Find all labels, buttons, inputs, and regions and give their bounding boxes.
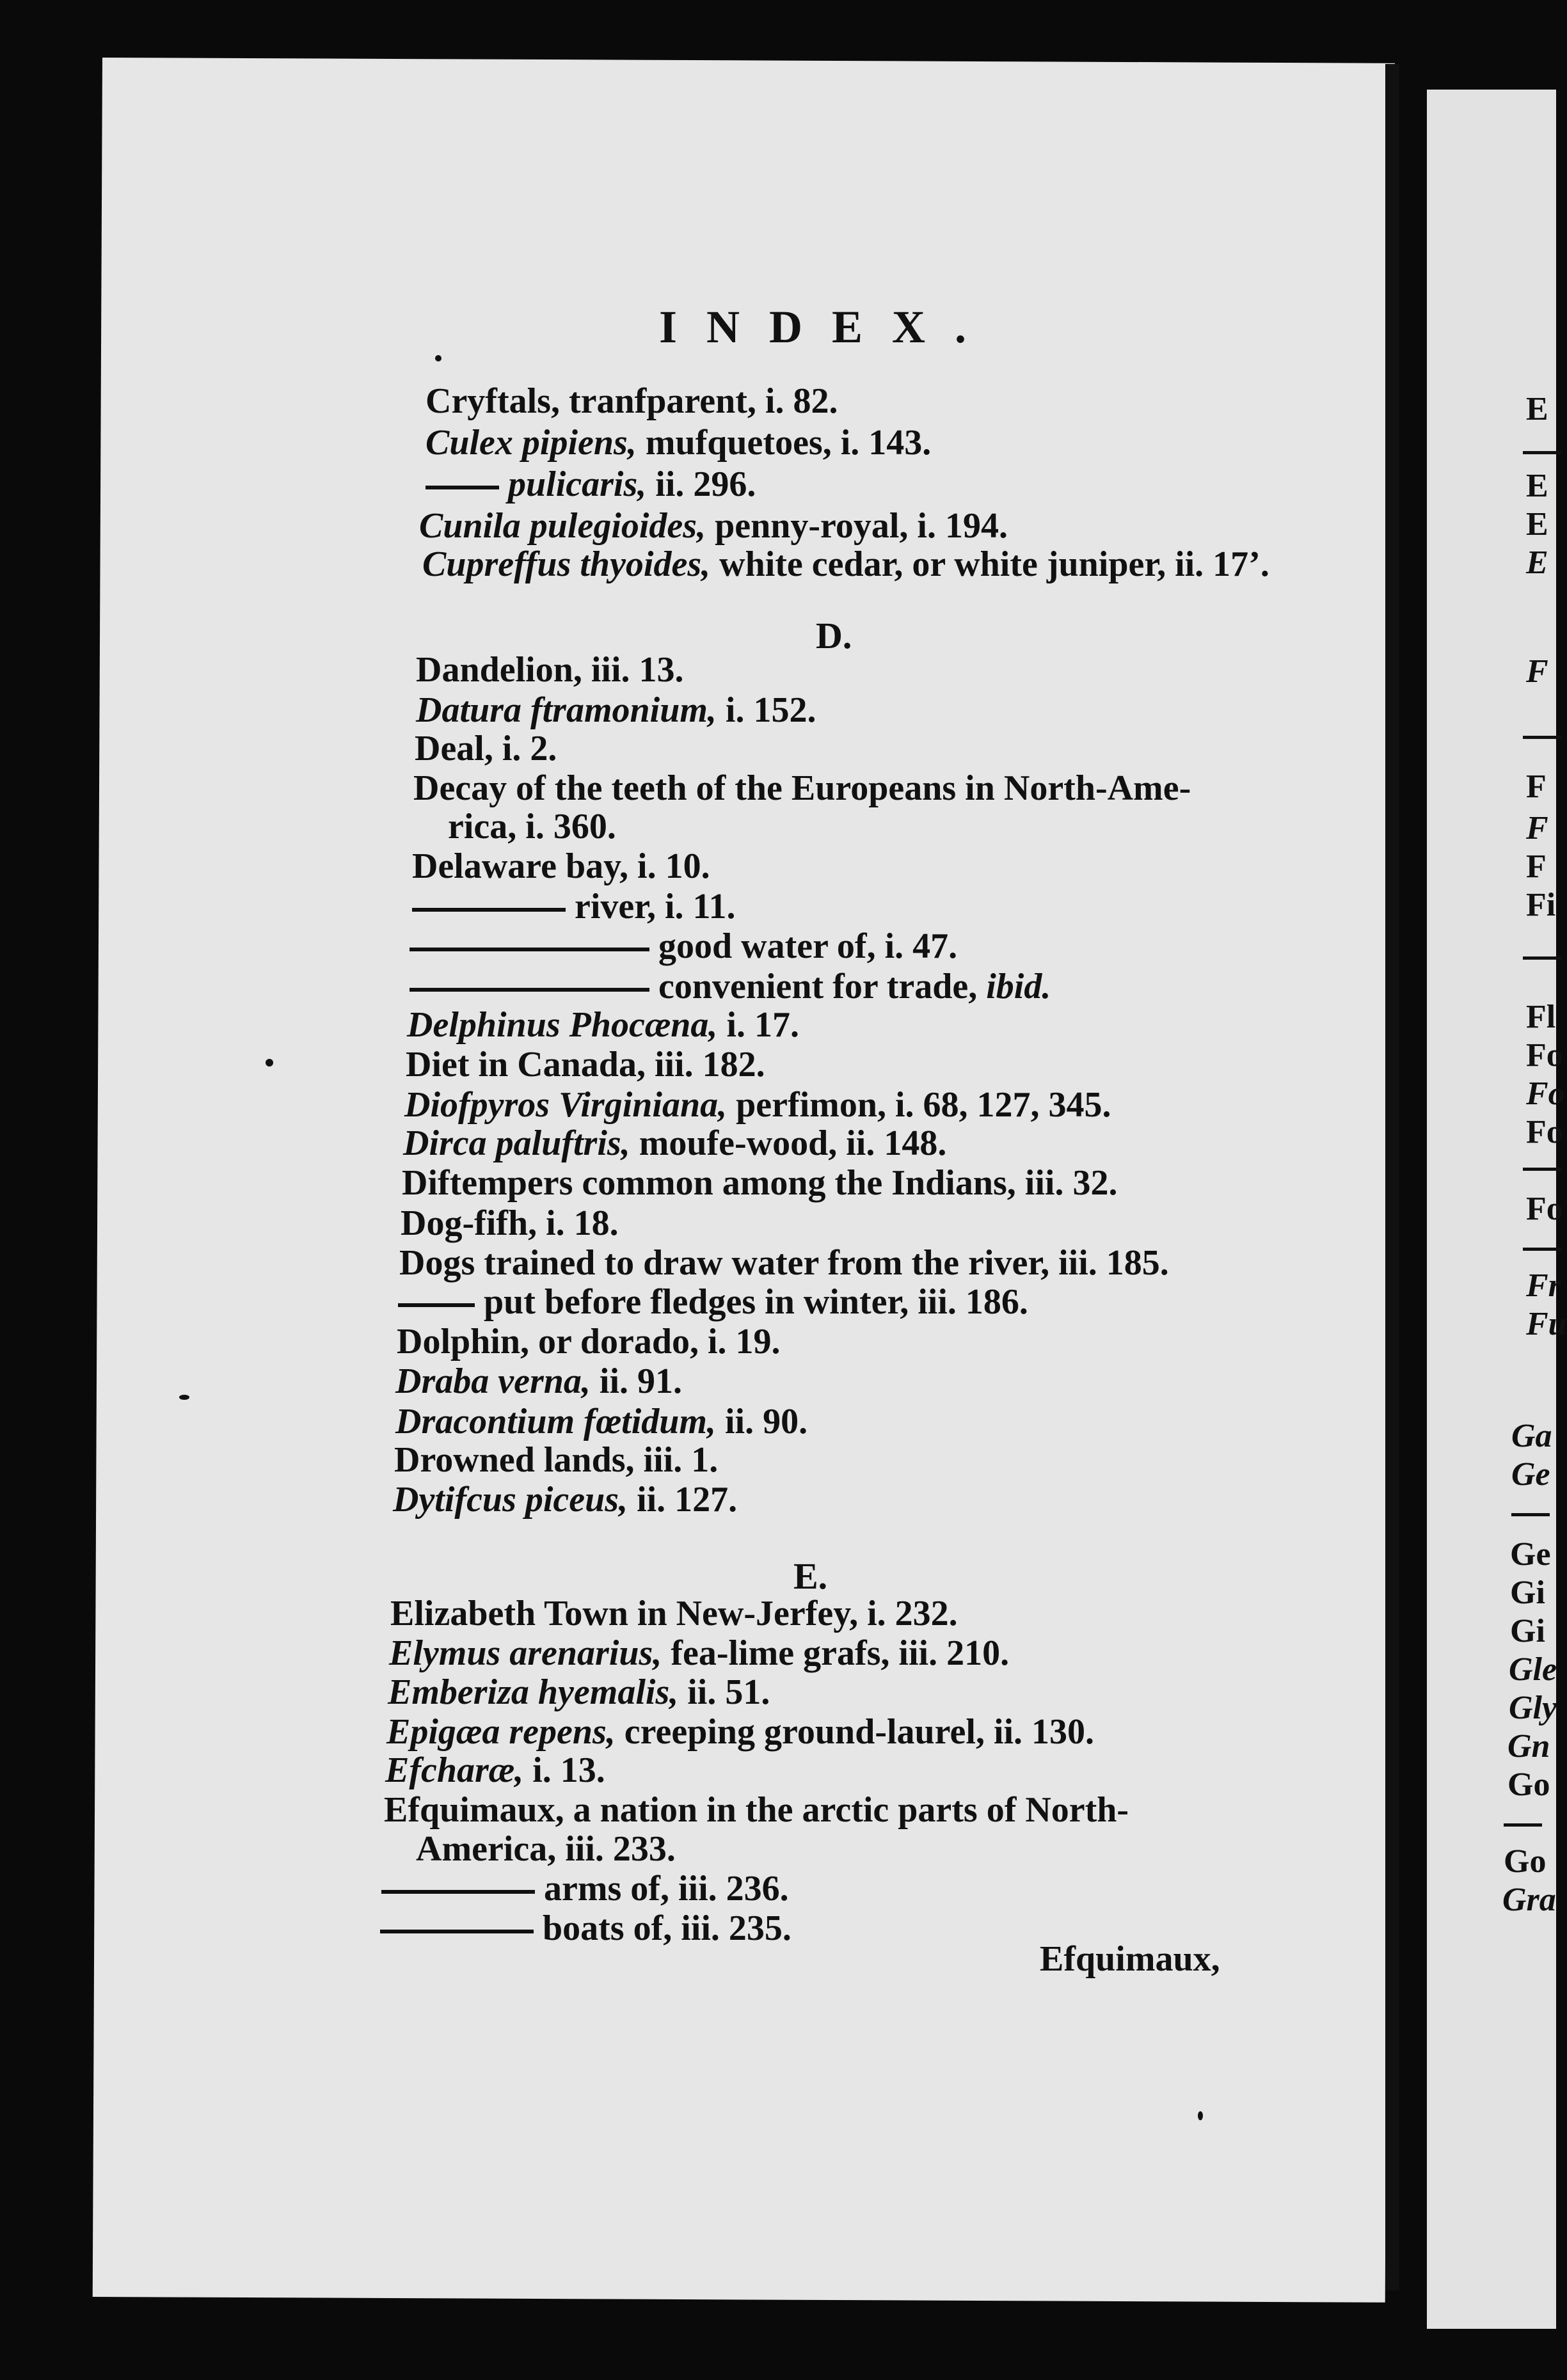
- section-letter-d: D.: [816, 615, 852, 656]
- facing-page-rule: [1504, 1823, 1542, 1827]
- facing-page-fragment: E: [1526, 468, 1548, 504]
- index-entry: Dolphin, or dorado, i. 19.: [397, 1322, 781, 1361]
- facing-page-rule: [1523, 1248, 1561, 1251]
- index-entry-continuation: America, iii. 233.: [416, 1829, 676, 1869]
- facing-page-rule: [1523, 451, 1561, 454]
- index-entry: [404, 1084, 1111, 1125]
- index-entry: [393, 1479, 737, 1520]
- entry-ibid: ibid.: [986, 967, 1051, 1006]
- ditto-rule: [398, 1303, 475, 1307]
- entry-ref: mufquetoes, i. 143.: [636, 423, 932, 463]
- index-entry: [395, 1401, 807, 1442]
- index-entry: [412, 886, 735, 927]
- entry-ref: ii. 91.: [590, 1361, 683, 1401]
- entry-term: Epigæa repens,: [386, 1712, 616, 1752]
- index-entry: Dandelion, iii. 13.: [416, 650, 684, 690]
- facing-page-fragment: Go: [1504, 1843, 1547, 1880]
- index-entry: [381, 1868, 789, 1909]
- index-entry: Drowned lands, iii. 1.: [394, 1440, 719, 1480]
- index-entry: [386, 1711, 1094, 1752]
- facing-page-fragment: Fl: [1526, 999, 1556, 1035]
- facing-page-fragment: Go: [1507, 1766, 1550, 1803]
- facing-page-fragment: Gle: [1509, 1651, 1557, 1688]
- entry-ref: ii. 90.: [715, 1402, 808, 1441]
- facing-page-fragment: Fo: [1526, 1191, 1563, 1227]
- facing-page-fragment: Fu: [1526, 1306, 1567, 1342]
- index-entry: Decay of the teeth of the Europeans in North-Ame-: [413, 768, 1191, 808]
- entry-ref: moufe-wood, ii. 148.: [630, 1123, 947, 1163]
- entry-text: boats of, iii. 235.: [543, 1908, 791, 1948]
- entry-term: Diofpyros Virginiana,: [404, 1085, 728, 1125]
- entry-ref: i. 13.: [523, 1750, 605, 1790]
- ditto-rule: [412, 908, 566, 912]
- entry-ref: white cedar, or white juniper, ii. 17’.: [710, 544, 1269, 584]
- index-entry: Diftempers common among the Indians, iii. 32.: [402, 1163, 1118, 1203]
- index-entry: [426, 464, 756, 505]
- entry-ref: perfimon, i. 68, 127, 345.: [727, 1085, 1111, 1125]
- facing-page-fragment: Gi: [1510, 1575, 1545, 1611]
- facing-page-fragment: Gi: [1510, 1613, 1545, 1649]
- index-entry: Delaware bay, i. 10.: [412, 846, 710, 886]
- entry-ref: i. 152.: [716, 690, 816, 730]
- entry-term: pulicaris,: [508, 464, 647, 504]
- ditto-rule: [381, 1890, 535, 1894]
- page-title: INDEX.: [659, 301, 996, 353]
- facing-page-fragment: Ge: [1511, 1456, 1550, 1493]
- index-entry: Diet in Canada, iii. 182.: [406, 1045, 765, 1084]
- index-entry: [389, 1633, 1009, 1674]
- entry-text: put before fledges in winter, iii. 186.: [484, 1282, 1028, 1322]
- entry-ref: creeping ground-laurel, ii. 130.: [615, 1712, 1095, 1752]
- ditto-rule: [410, 988, 649, 992]
- index-entry: [410, 926, 957, 967]
- facing-page-fragment: Gly: [1509, 1690, 1557, 1726]
- entry-term: Cupreffus thyoides,: [422, 544, 711, 584]
- index-entry: [385, 1750, 605, 1791]
- facing-page-rule: [1523, 1168, 1561, 1171]
- facing-page-fragment: F: [1526, 653, 1548, 690]
- facing-page-fragment: Ge: [1510, 1536, 1551, 1573]
- entry-term: Dirca paluftris,: [403, 1123, 630, 1163]
- entry-term: Emberiza hyemalis,: [388, 1672, 679, 1712]
- facing-page-fragment: Ga: [1511, 1418, 1552, 1454]
- page-gutter: [1385, 64, 1399, 2290]
- index-entry: Dogs trained to draw water from the river, iii. 185.: [399, 1243, 1169, 1283]
- entry-term: Elymus arenarius,: [389, 1633, 662, 1673]
- ink-speck: [1198, 2111, 1203, 2120]
- entry-text: good water of, i. 47.: [658, 926, 958, 966]
- entry-term: Dracontium fœtidum,: [395, 1402, 716, 1441]
- entry-term: Dytifcus piceus,: [393, 1480, 628, 1519]
- ditto-rule: [426, 486, 499, 489]
- index-entry: [403, 1123, 946, 1164]
- facing-page-rule: [1523, 956, 1561, 960]
- entry-ref: penny-royal, i. 194.: [706, 506, 1008, 546]
- index-entry: [388, 1672, 770, 1713]
- facing-page-fragment: E: [1526, 506, 1548, 543]
- facing-page-fragment: Fr: [1526, 1267, 1561, 1304]
- index-entry: [422, 544, 1269, 585]
- index-entry: [398, 1281, 1028, 1322]
- entry-term: Datura ftramonium,: [416, 690, 717, 730]
- entry-ref: ii. 296.: [646, 464, 756, 504]
- entry-ref: i. 17.: [717, 1005, 799, 1045]
- facing-page-fragment: Fo: [1526, 1037, 1563, 1074]
- entry-ref: ii. 127.: [628, 1480, 738, 1519]
- catchword: Efquimaux,: [1040, 1939, 1220, 1979]
- entry-term: Culex pipiens,: [426, 423, 637, 463]
- index-entry: [407, 1004, 799, 1045]
- index-entry: [426, 422, 931, 463]
- entry-text: convenient for trade,: [658, 967, 987, 1006]
- section-letter-e: E.: [793, 1555, 828, 1597]
- facing-page-fragment: F: [1526, 810, 1548, 846]
- facing-page-rule: [1523, 736, 1561, 739]
- facing-page-rule: [1511, 1513, 1550, 1516]
- facing-page-fragment: Fo: [1526, 1075, 1565, 1112]
- ditto-rule: [410, 948, 649, 951]
- index-entry: Dog-fifh, i. 18.: [401, 1203, 619, 1243]
- index-entry: [380, 1908, 791, 1949]
- entry-term: Efcharæ,: [385, 1750, 524, 1790]
- facing-page-fragment: E: [1526, 391, 1548, 427]
- facing-page-fragment: F: [1526, 768, 1547, 805]
- entry-ref: ii. 51.: [678, 1672, 770, 1712]
- index-entry: [410, 966, 1051, 1007]
- facing-page-fragment: Gn: [1507, 1728, 1550, 1765]
- ditto-rule: [380, 1930, 534, 1933]
- entry-text: river, i. 11.: [575, 887, 736, 926]
- ink-speck: [179, 1395, 189, 1400]
- entry-text: arms of, iii. 236.: [544, 1869, 789, 1908]
- facing-page-fragment: Fo: [1526, 1114, 1563, 1150]
- index-entry: Efquimaux, a nation in the arctic parts of North-: [384, 1790, 1129, 1830]
- index-entry: Elizabeth Town in New-Jerfey, i. 232.: [390, 1594, 958, 1633]
- facing-page-fragment: Gra: [1502, 1882, 1556, 1918]
- index-entry: [395, 1361, 682, 1402]
- entry-ref: fea-lime grafs, iii. 210.: [662, 1633, 1010, 1673]
- facing-page-fragment: Fi: [1526, 887, 1556, 923]
- index-entry: Cryftals, tranfparent, i. 82.: [426, 381, 838, 421]
- ink-speck: [435, 355, 441, 361]
- entry-term: Delphinus Phocæna,: [407, 1005, 718, 1045]
- facing-page-fragment: F: [1526, 848, 1547, 885]
- facing-page-fragment: E: [1526, 544, 1548, 581]
- index-entry: [419, 505, 1008, 546]
- index-entry: [416, 690, 816, 731]
- index-entry: Deal, i. 2.: [415, 729, 557, 768]
- entry-term: Draba verna,: [395, 1361, 591, 1401]
- ink-speck: [266, 1059, 273, 1067]
- entry-term: Cunila pulegioides,: [419, 506, 706, 546]
- index-entry-continuation: rica, i. 360.: [448, 807, 616, 846]
